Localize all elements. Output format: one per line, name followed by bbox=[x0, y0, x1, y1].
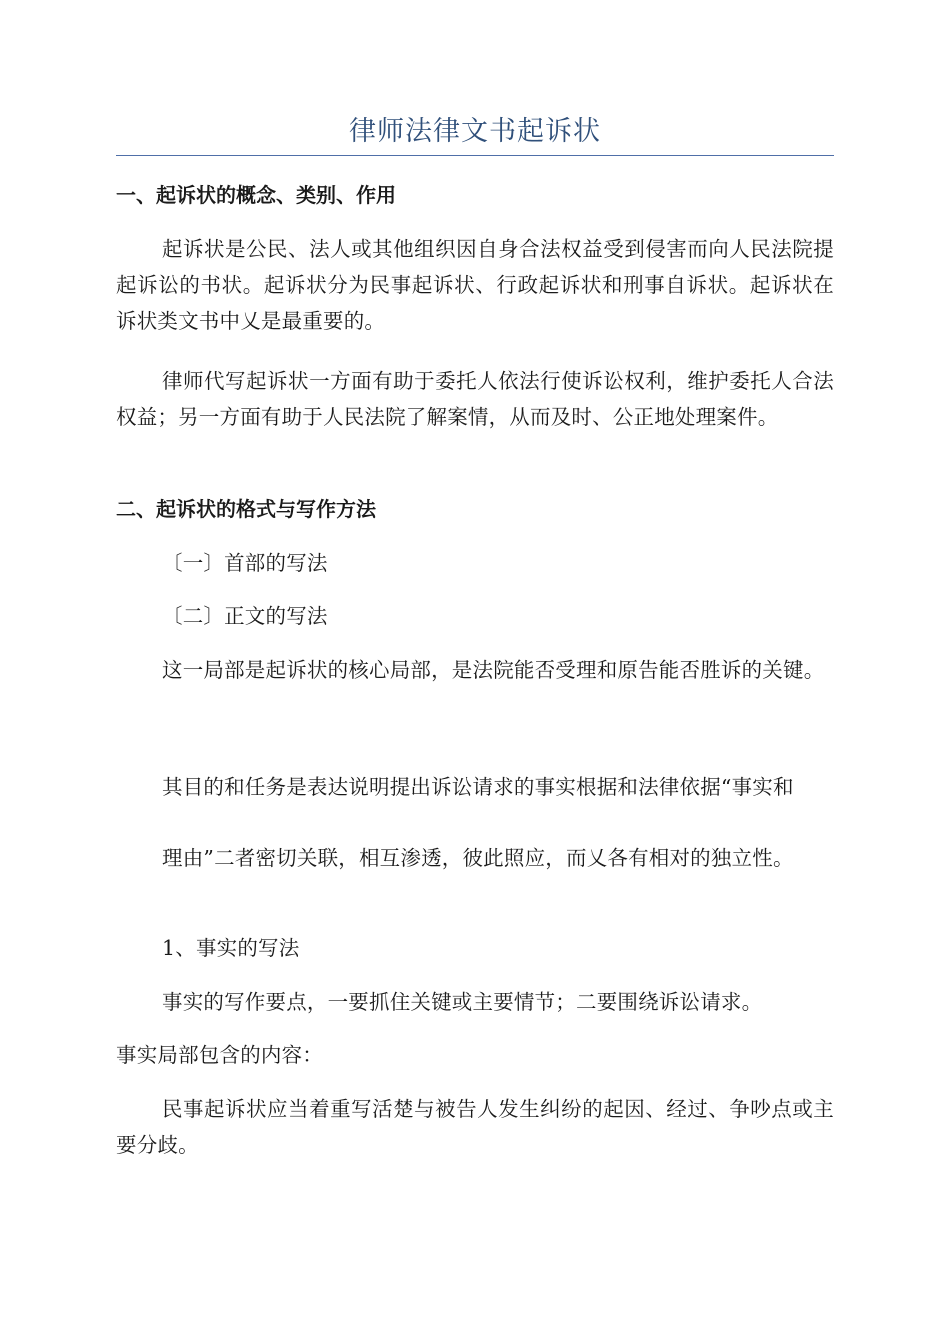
subheading-head-part: 〔一〕首部的写法 bbox=[162, 551, 328, 575]
paragraph-2-3: 理由”二者密切关联，相互渗透，彼此照应，而乂各有相对的独立性。 bbox=[162, 846, 794, 870]
section-heading-2: 二、起诉状的格式与写作方法 bbox=[116, 497, 376, 521]
subheading-facts: 1、事实的写法 bbox=[162, 936, 300, 960]
subheading-body-part: 〔二〕正文的写法 bbox=[162, 604, 328, 628]
paragraph-2-4: 事实的写作要点，一要抓住关键或主要情节；二要围绕诉讼请求。 bbox=[162, 990, 763, 1014]
paragraph-2-5: 事实局部包含的内容： bbox=[116, 1043, 323, 1067]
paragraph-2-6: 民事起诉状应当着重写活楚与被告人发生纠纷的起因、经过、争吵点或主要分歧。 bbox=[116, 1097, 834, 1157]
paragraph-2-2: 其目的和任务是表达说明提出诉讼请求的事实根据和法律依据“事实和 bbox=[162, 775, 794, 799]
document-page bbox=[116, 112, 834, 1157]
section-heading-1: 一、起诉状的概念、类别、作用 bbox=[116, 183, 396, 207]
paragraph-1-2: 律师代写起诉状一方面有助于委托人依法行使诉讼权利，维护委托人合法权益；另一方面有助于人民法院了解案情，从而及时、公正地处理案件。 bbox=[116, 369, 834, 429]
document-title: 律师法律文书起诉状 bbox=[349, 116, 601, 147]
paragraph-2-1: 这一局部是起诉状的核心局部，是法院能否受理和原告能否胜诉的关键。 bbox=[162, 658, 825, 682]
paragraph-1-1: 起诉状是公民、法人或其他组织因自身合法权益受到侵害而向人民法院提起诉讼的书状。起诉状分为民事起诉状、行政起诉状和刑事自诉状。起诉状在诉状类文书中乂是最重要的。 bbox=[116, 237, 834, 333]
title-underline bbox=[116, 155, 834, 156]
